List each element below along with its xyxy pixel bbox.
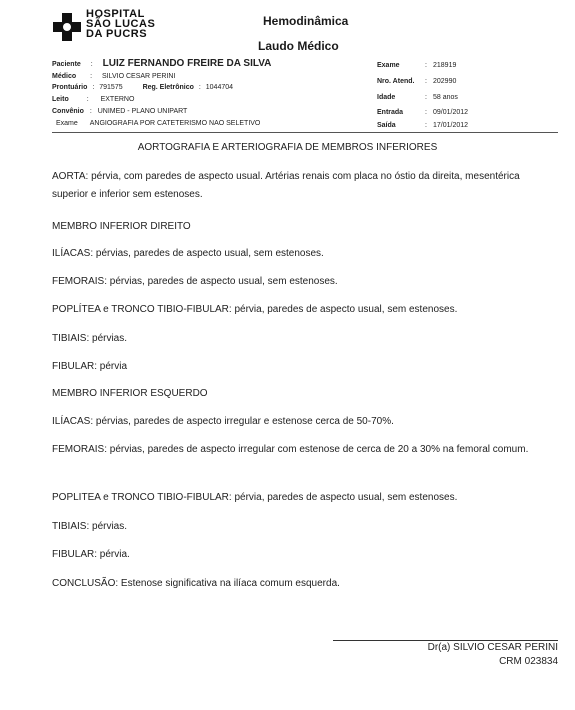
leito-value: EXTERNO <box>100 96 135 103</box>
exame-number-label: Exame <box>377 62 400 69</box>
idade-label: Idade <box>377 94 396 101</box>
signature-name: Dr(a) SILVIO CESAR PERINI <box>427 642 558 653</box>
atendimento-row: Nro. Atend. : 202990 <box>377 78 457 85</box>
hospital-logo <box>52 8 172 48</box>
mid-fibular: FIBULAR: pérvia <box>52 361 128 372</box>
prontuario-value: 791575 <box>99 84 123 91</box>
idade-row: Idade : 58 anos <box>377 94 458 101</box>
mie-tibiais: TIBIAIS: pérvias. <box>52 521 128 532</box>
mie-poplitea: POPLITEA e TRONCO TIBIO-FIBULAR: pérvia, paredes de aspecto usual, sem estenoses. <box>52 492 458 503</box>
exame-number-value: 218919 <box>433 62 457 69</box>
convenio-label: Convênio <box>52 108 84 115</box>
mie-femorais: FEMORAIS: pérvias, paredes de aspecto irregular com estenose de cerca de 20 a 30% na femoral comum. <box>52 444 529 455</box>
exame-number-row: Exame : 218919 <box>377 62 457 69</box>
header-divider <box>52 132 558 133</box>
mid-iliacas: ILÍACAS: pérvias, paredes de aspecto usual, sem estenoses. <box>52 248 324 259</box>
saida-row: Saída : 17/01/2012 <box>377 122 469 129</box>
convenio-row: Convênio : UNIMED - PLANO UNIPART <box>52 108 188 115</box>
leito-label: Leito <box>52 96 69 103</box>
exame-label: Exame <box>56 120 78 127</box>
idade-value: 58 anos <box>433 94 458 101</box>
atendimento-value: 202990 <box>433 78 457 85</box>
leito-row: Leito : EXTERNO <box>52 96 135 103</box>
mie-fibular: FIBULAR: pérvia. <box>52 549 130 560</box>
signature-crm: CRM 023834 <box>499 656 558 667</box>
entrada-row: Entrada : 09/01/2012 <box>377 109 469 116</box>
prontuario-row: Prontuário : 791575 Reg. Eletrônico : 1044704 <box>52 84 234 91</box>
mie-title: MEMBRO INFERIOR ESQUERDO <box>52 388 208 399</box>
hospital-cross-icon <box>52 12 82 42</box>
aorta-paragraph: AORTA: pérvia, com paredes de aspecto usual. Artérias renais com placa no óstio da direita, mesentérica superior e inferior sem estenoses. <box>52 171 520 200</box>
mid-title: MEMBRO INFERIOR DIREITO <box>52 221 191 232</box>
saida-label: Saída <box>377 122 396 129</box>
exame-value: ANGIOGRAFIA POR CATETERISMO NAO SELETIVO <box>89 120 261 127</box>
medico-value: SILVIO CESAR PERINI <box>101 73 176 80</box>
reg-eletronico-value: 1044704 <box>205 84 234 91</box>
conclusao-paragraph: CONCLUSÃO: Estenose significativa na ilíaca comum esquerda. <box>52 578 340 589</box>
convenio-value: UNIMED - PLANO UNIPART <box>97 108 188 115</box>
mie-iliacas: ILÍACAS: pérvias, paredes de aspecto irregular e estenose cerca de 50-70%. <box>52 416 394 427</box>
paciente-value: LUIZ FERNANDO FREIRE DA SILVA <box>102 58 272 69</box>
entrada-label: Entrada <box>377 109 404 116</box>
paciente-label: Paciente <box>52 61 81 68</box>
prontuario-label: Prontuário <box>52 84 88 91</box>
exame-row <box>52 120 260 127</box>
mid-tibiais: TIBIAIS: pérvias. <box>52 333 128 344</box>
document-title: Laudo Médico <box>258 39 339 53</box>
signature-line <box>333 640 558 641</box>
hospital-name-line: HOSPITAL <box>86 8 145 20</box>
entrada-value: 09/01/2012 <box>433 109 469 116</box>
paciente-row: Paciente : LUIZ FERNANDO FREIRE DA SILVA <box>52 58 272 69</box>
atendimento-label: Nro. Atend. <box>377 78 415 85</box>
hospital-name <box>86 9 155 39</box>
hospital-name-line: DA PUCRS <box>86 28 148 40</box>
mid-poplitea: POPLÍTEA e TRONCO TIBIO-FIBULAR: pérvia, paredes de aspecto usual, sem estenoses. <box>52 304 458 315</box>
saida-value: 17/01/2012 <box>433 122 469 129</box>
medico-row: Médico : SILVIO CESAR PERINI <box>52 73 176 80</box>
hospital-name-line: SÃO LUCAS <box>86 18 156 30</box>
document-department: Hemodinâmica <box>263 14 349 28</box>
reg-eletronico-label: Reg. Eletrônico <box>142 84 194 91</box>
medico-label: Médico <box>52 73 77 80</box>
report-heading: AORTOGRAFIA E ARTERIOGRAFIA DE MEMBROS INFERIORES <box>137 142 438 153</box>
mid-femorais: FEMORAIS: pérvias, paredes de aspecto usual, sem estenoses. <box>52 276 338 287</box>
